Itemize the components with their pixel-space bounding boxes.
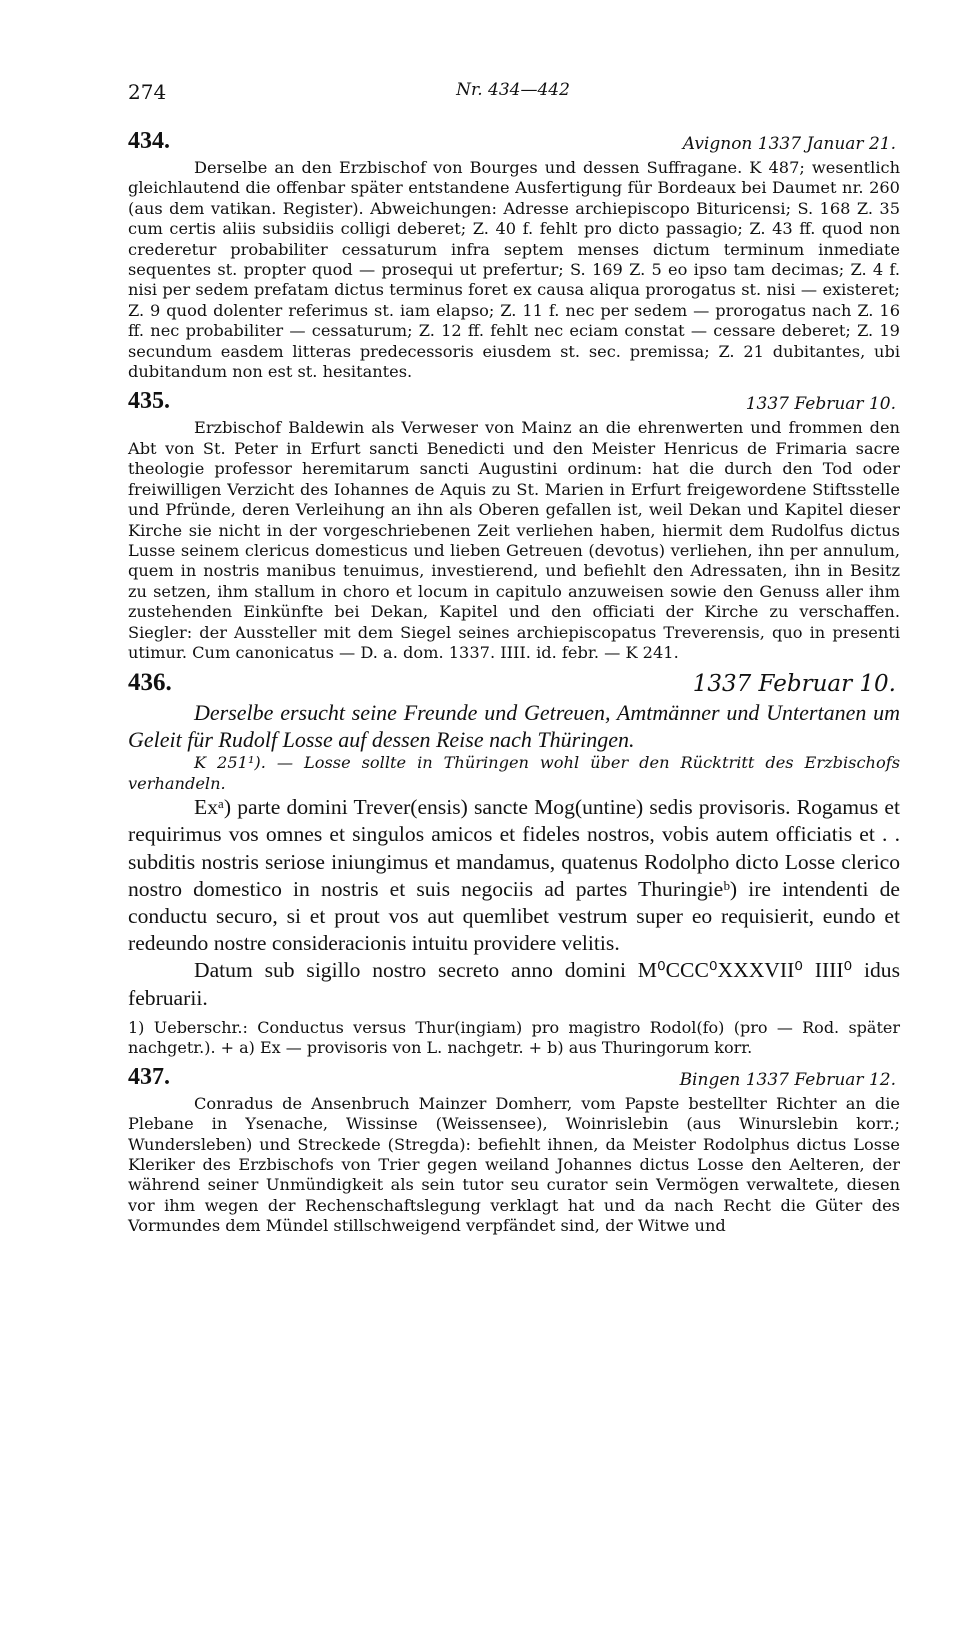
entry-437 bbox=[128, 1064, 900, 1237]
entry-heading bbox=[128, 388, 900, 418]
entry-heading bbox=[128, 669, 900, 699]
dating-clause: Datum sub sigillo nostro secreto anno domini M⁰CCC⁰XXXVII⁰ IIII⁰ idus februarii. bbox=[128, 958, 900, 1010]
running-head: Nr. 434—442 bbox=[456, 80, 570, 100]
entry-date: 1337 Februar 10. bbox=[692, 671, 896, 698]
entry-date: Bingen 1337 Februar 12. bbox=[679, 1069, 896, 1090]
page-header bbox=[128, 80, 898, 108]
entry-text: Derselbe an den Erzbischof von Bourges und dessen Suffragane. K 487; wesentlich gleichlautend die offenbar später entstandene Ausfertigung für Bordeaux bei Daumet nr. 260 (aus dem vatikan. Register). Abweichungen: Adresse archiepiscopo Bituricensi; S. 168 Z. 35 cum certis aliis subsidiis colligi deberet; Z. 40 f. fehlt pro dicto passagio; Z. 43 ff. quod non crederetur probabiliter cessaturum infra septem menses dictum terminum inmediate sequentes st. propter quod — prosequi ut prefertur; S. 169 Z. 5 eo ipso tam decimas; Z. 4 f. nisi per sedem prefatam dictus terminus foret ex causa aliqua prorogatus st. nisi — existeret; Z. 9 quod dolenter referimus st. iam elapso; Z. 11 f. nec per sedem — prorogatus nach Z. 16 ff. nec probabiliter — cessaturum; Z. 12 ff. fehlt nec eciam constat — cessare deberet; Z. 19 secundum easdem litteras predecessoris eiusdem st. sec. premissa; Z. 21 dubitantes, ubi dubitandum non est st. hesitantes. bbox=[128, 158, 900, 382]
entry-reference: K 251¹). — Losse sollte in Thüringen wohl über den Rücktritt des Erzbischofs verhandeln. bbox=[128, 753, 900, 793]
entry-number: 435. bbox=[128, 388, 170, 415]
entries bbox=[128, 128, 900, 1237]
entry-text: Conradus de Ansenbruch Mainzer Domherr, vom Papste bestellter Richter an die Plebane in Ysenache, Wissinse (Weissensee), Woinrislebin (aus Winurslebin korr.; Wundersleben) und Streckede (Stregda): befiehlt ihnen, da Meister Rodolphus dictus Losse Kleriker des Erzbischofs von Trier gegen weiland Johannes dictus Losse den Aelteren, der während seiner Unmündigkeit als sein tutor seu curator sein Vermögen verwaltete, diesen vor ihm wegen der Rechenschaftslegung verklagt hat und da nach Recht die Güter des Vormundes dem Mündel stillschweigend verpfändet sind, der Witwe und bbox=[128, 1093, 900, 1236]
footnotes: 1) Ueberschr.: Conductus versus Thur(ingiam) pro magistro Rodol(fo) (pro — Rod. später nachgetr.). + a) Ex — provisoris von L. nachgetr. + b) aus Thuringorum korr. bbox=[128, 1017, 900, 1057]
entry-number: 434. bbox=[128, 128, 170, 154]
entry-date: 1337 Februar 10. bbox=[745, 394, 896, 415]
entry-434 bbox=[128, 128, 900, 382]
entry-summary: Derselbe ersucht seine Freunde und Getreuen, Amtmänner und Untertanen um Geleit für Rudolf Losse auf dessen Reise nach Thüringen. bbox=[128, 700, 900, 753]
entry-number: 437. bbox=[128, 1063, 170, 1090]
letter-text: Exᵃ) parte domini Trever(ensis) sancte Mog(untine) sedis provisoris. Rogamus et requirimus vos omnes et singulos amicos et fideles nostros, vobis autem officiatis et . . subditis nostris seriose iniungimus et mandamus, quatenus Rodolpho dicto Losse clerico nostro domestico in nostris et suis negociis ad partes Thuringieᵇ) ire intendenti de conductu securo, si et prout vos aut quemlibet vestrum super eo requisierit, eundo et redeundo nostre consideracionis intuitu providere velitis. bbox=[128, 795, 900, 956]
entry-436 bbox=[128, 669, 900, 1057]
entry-435 bbox=[128, 388, 900, 663]
entry-heading bbox=[128, 128, 900, 158]
page-number: 274 bbox=[128, 80, 167, 104]
entry-number: 436. bbox=[128, 669, 172, 697]
entry-heading bbox=[128, 1064, 900, 1094]
entry-text: Erzbischof Baldewin als Verweser von Mainz an die ehrenwerten und frommen den Abt von St. Peter in Erfurt sancti Benedicti und den Meister Henricus de Frimaria sacre theologie professor heremitarum sancti Augustini ordinum: hat die durch den Tod oder freiwilligen Verzicht des Iohannes de Aquis zu St. Marien in Erfurt freigewordene Stiftsstelle und Pfründe, deren Verleihung an ihn als Oberen gefallen ist, weil Dekan und Kapitel dieser Kirche sie nicht in der vorgeschriebenen Zeit verliehen haben, hiermit dem Rudolfus dictus Lusse seinem clericus domesticus und lieben Getreuen (devotus) verliehen, ihn per annulum, quem in nostris manibus tenuimus, investierend, und befiehlt den Adressaten, ihn in Besitz zu setzen, ihm stallum in choro et locum in capitulo anzuweisen sowie den Genuss aller ihm zustehenden Einkünfte bei Dekan, Kapitel und den officiati der Kirche zu verschaffen. Siegler: der Aussteller mit dem Siegel seines archiepiscopatus Treverensis, quo in presenti utimur. Cum canonicatus — D. a. dom. 1337. IIII. id. febr. — K 241. bbox=[128, 418, 900, 662]
entry-date: Avignon 1337 Januar 21. bbox=[682, 134, 896, 154]
